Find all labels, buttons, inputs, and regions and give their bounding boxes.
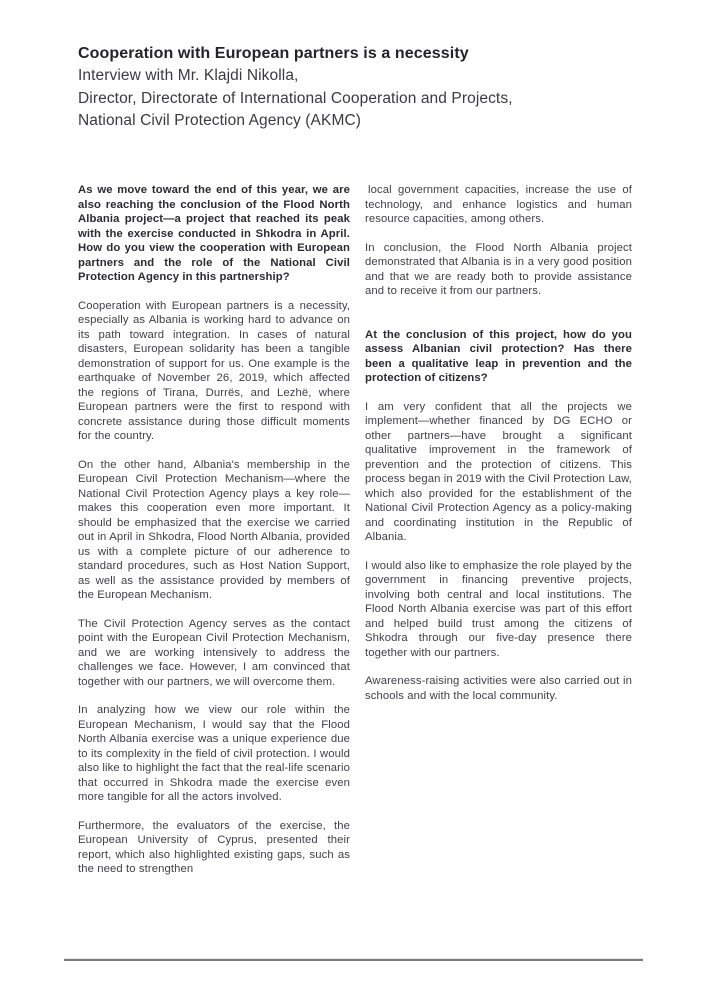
- left-column: [78, 183, 350, 891]
- right-column: [365, 183, 632, 891]
- answer-paragraph-5: Furthermore, the evaluators of the exercise, the European University of Cyprus, presented their report, which also highlighted existing gaps, such as the need to strengthen: [78, 819, 350, 875]
- footer-rule: [64, 958, 643, 961]
- question-paragraph-1: As we move toward the end of this year, we are also reaching the conclusion of the Flood North Albania project—a project that reached its peak with the exercise conducted in Shkodra in April. How do you view the cooperation with European partners and the role of the National Civil Protection Agency in this partnership?: [78, 184, 350, 283]
- question-paragraph-2: At the conclusion of this project, how do you assess Albanian civil protection? Has there been a qualitative leap in prevention and the protection of citizens?: [365, 328, 632, 384]
- answer-paragraph-8: I would also like to emphasize the role played by the government in financing preventive projects, involving both central and local institutions. The Flood North Albania exercise was part of this effort and helped build trust among the citizens of Shkodra through our five-day presence there together with our partners.: [365, 559, 632, 659]
- answer-paragraph-7: I am very confident that all the projects we implement—whether financed by DG ECHO or other partners—have brought a significant qualitative improvement in the framework of prevention and the protection of citizens. This process began in 2019 with the Civil Protection Law, which also provided for the establishment of the National Civil Protection Agency as a policy-making and coordinating institution in the Republic of Albania.: [365, 400, 632, 543]
- answer-paragraph-4: In analyzing how we view our role within the European Mechanism, I would say that the Flood North Albania exercise was a unique experience due to its complexity in the field of civil protection. I would also like to highlight the fact that the real-life scenario that occurred in Shkodra made the exercise even more tangible for all the actors involved.: [78, 704, 350, 803]
- article-subtitle-line-2: Director, Directorate of International Cooperation and Projects,: [78, 89, 513, 107]
- answer-paragraph-5-continuation: local government capacities, increase the use of technology, and enhance logistics and human resource capacities, among others.: [365, 184, 632, 225]
- answer-paragraph-9: Awareness-raising activities were also carried out in schools and with the local community.: [365, 675, 632, 702]
- answer-paragraph-3: The Civil Protection Agency serves as the contact point with the European Civil Protection Mechanism, and we are working intensively to address the challenges we face. However, I am convinced that together with our partners, we will overcome them.: [78, 617, 350, 688]
- article-subtitle-line-1: Interview with Mr. Klajdi Nikolla,: [78, 67, 299, 85]
- answer-paragraph-2: On the other hand, Albania's membership in the European Civil Protection Mechanism—where the National Civil Protection Agency plays a key role—makes this cooperation even more important. It should be emphasized that the exercise we carried out in April in Shkodra, Flood North Albania, provided us with a complete picture of our adherence to standard procedures, such as Host Nation Support, as well as the assistance provided by members of the European Mechanism.: [78, 458, 350, 601]
- text-columns: [78, 183, 632, 891]
- article-subtitle-line-3: National Civil Protection Agency (AKMC): [78, 111, 362, 129]
- article-header: [78, 43, 638, 132]
- answer-paragraph-6: In conclusion, the Flood North Albania project demonstrated that Albania is in a very good position and that we are ready both to provide assistance and to receive it from our partners.: [365, 241, 632, 297]
- answer-paragraph-1: Cooperation with European partners is a necessity, especially as Albania is working hard to advance on its path toward integration. In cases of natural disasters, European solidarity has been a tangible demonstration of support for us. One example is the earthquake of November 26, 2019, which affected the regions of Tirana, Durrës, and Lezhë, where European partners were the first to respond with concrete assistance during those difficult moments for the country.: [78, 299, 350, 442]
- article-title: Cooperation with European partners is a necessity: [78, 45, 469, 62]
